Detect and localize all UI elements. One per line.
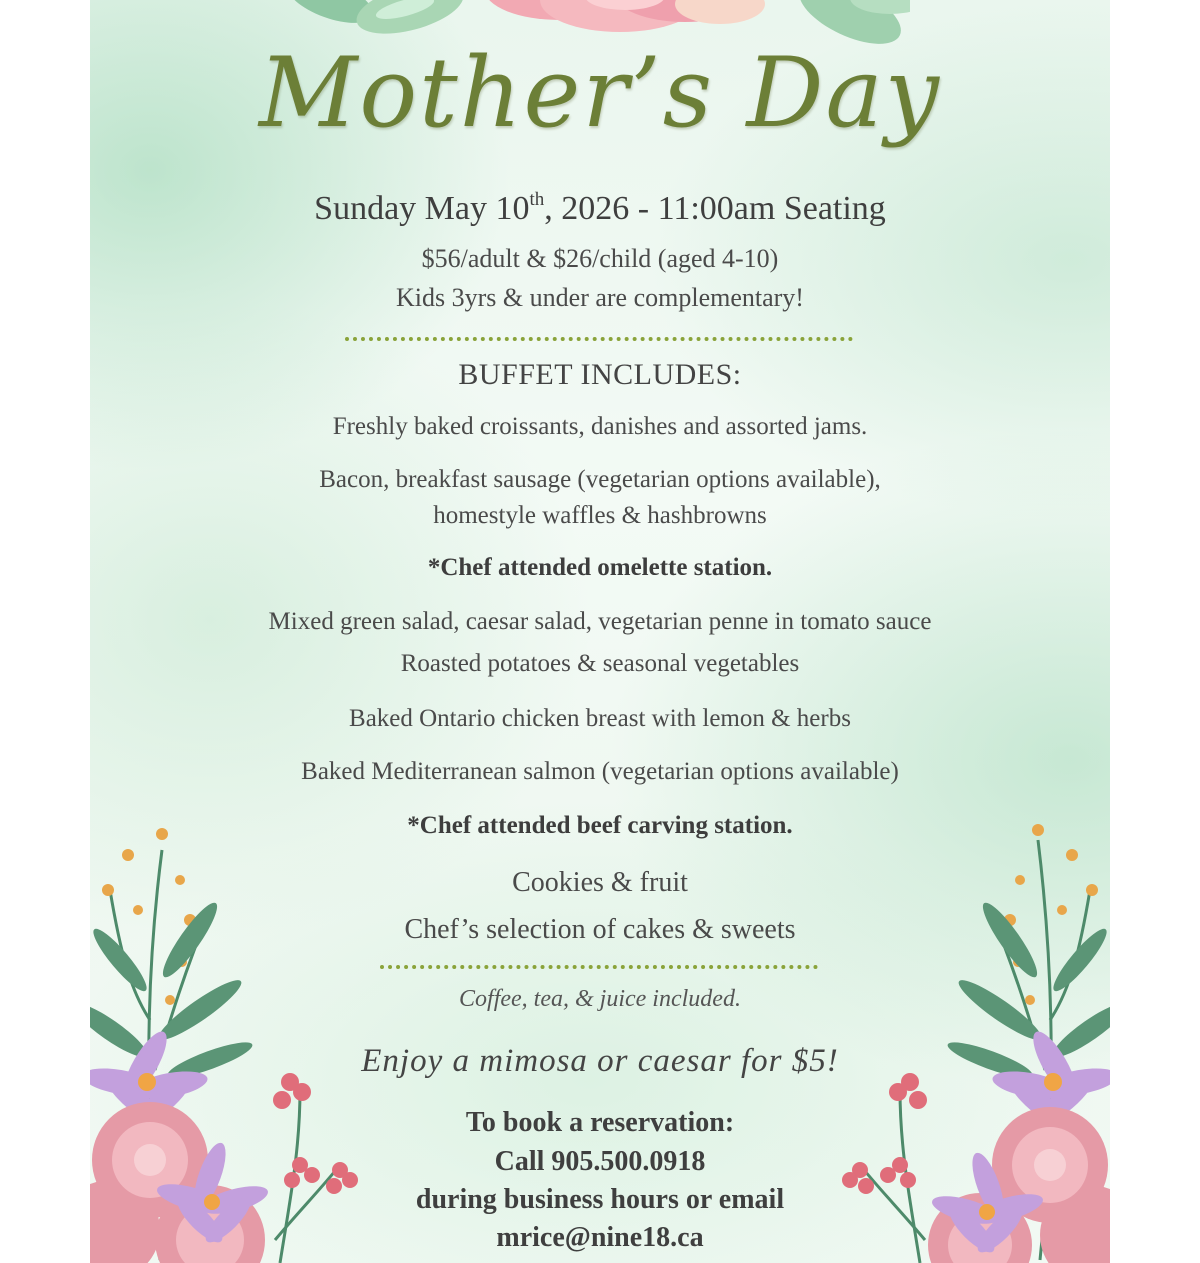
reservation-heading: To book a reservation:	[465, 1107, 735, 1138]
date-suffix: th	[529, 189, 545, 210]
mothers-day-poster	[90, 0, 1110, 1263]
buffet-item: Roasted potatoes & seasonal vegetables	[400, 650, 800, 677]
reservation-phone: Call 905.500.0918	[494, 1146, 706, 1177]
buffet-item: homestyle waffles & hashbrowns	[433, 502, 767, 529]
kids-note: Kids 3yrs & under are complementary!	[396, 283, 804, 312]
page-title: Mother’s Day	[259, 37, 941, 149]
buffet-item: Cookies & fruit	[512, 867, 688, 898]
dotted-divider	[380, 965, 818, 969]
reservation-hours: during business hours or email	[415, 1184, 785, 1215]
buffet-item: Chef’s selection of cakes & sweets	[404, 914, 796, 945]
reservation-email: mrice@nine18.ca	[496, 1222, 704, 1253]
buffet-item: Baked Mediterranean salmon (vegetarian options available)	[301, 758, 899, 785]
pricing-text: $56/adult & $26/child (aged 4-10)	[421, 244, 779, 273]
dotted-divider	[345, 337, 853, 341]
mimosa-offer: Enjoy a mimosa or caesar for $5!	[361, 1043, 839, 1079]
buffet-heading: BUFFET INCLUDES:	[458, 358, 742, 391]
buffet-item: Mixed green salad, caesar salad, vegetarian penne in tomato sauce	[268, 608, 932, 635]
buffet-item-highlight: *Chef attended omelette station.	[427, 554, 773, 581]
date-rest: , 2026 - 11:00am Seating	[544, 190, 886, 227]
buffet-item: Bacon, breakfast sausage (vegetarian options available),	[319, 466, 881, 493]
buffet-item: Freshly baked croissants, danishes and assorted jams.	[332, 413, 868, 440]
date-prefix: Sunday May 10	[314, 190, 530, 227]
buffet-item-highlight: *Chef attended beef carving station.	[407, 812, 793, 839]
buffet-item: Baked Ontario chicken breast with lemon & herbs	[349, 705, 851, 732]
drinks-note: Coffee, tea, & juice included.	[459, 986, 741, 1012]
event-date	[90, 187, 1110, 231]
